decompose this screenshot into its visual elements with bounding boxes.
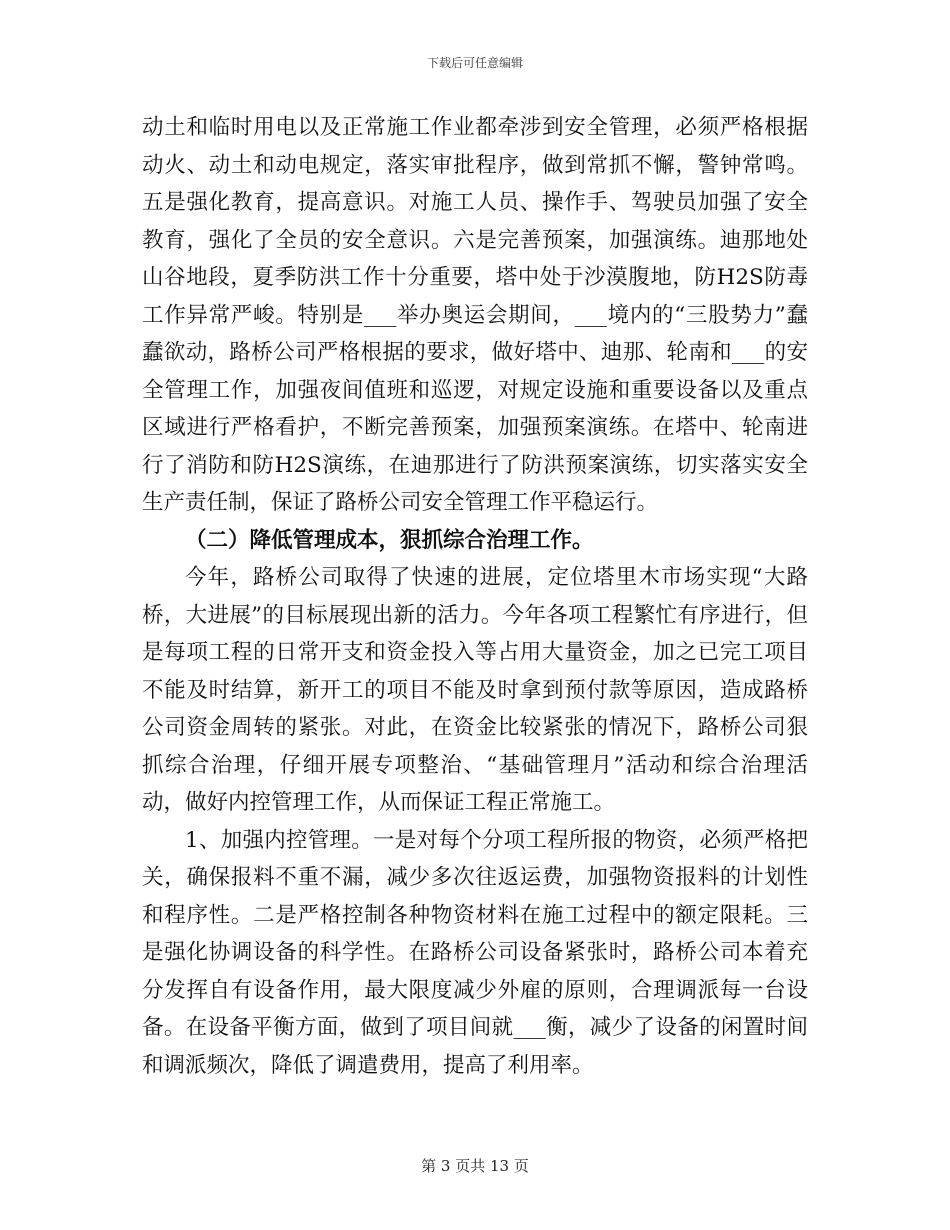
body-paragraph: 动土和临时用电以及正常施工作业都牵涉到安全管理，必须严格根据动火、动土和动电规定，落实审批程序，做到常抓不懈，警钟常鸣。五是强化教育，提高意识。对施工人员、操作手、驾驶员加强了安全教育，强化了全员的安全意识。六是完善预案，加强演练。迪那地处山谷地段，夏季防洪工作十分重要，塔中处于沙漠腹地，防H2S防毒工作异常严峻。特别是___举办奥运会期间，___境内的“三股势力”蠢蠢欲动，路桥公司严格根据的要求，做好塔中、迪那、轮南和___的安全管理工作，加强夜间值班和巡逻，对规定设施和重要设备以及重点区域进行严格看护，不断完善预案，加强预案演练。在塔中、轮南进行了消防和防H2S演练，在迪那进行了防洪预案演练，切实落实安全生产责任制，保证了路桥公司安全管理工作平稳运行。 — [142, 115, 808, 515]
section-heading: （二）降低管理成本，狠抓综合治理工作。 — [185, 527, 594, 553]
body-paragraph: 1、加强内控管理。一是对每个分项工程所报的物资，必须严格把关，确保报料不重不漏，减少多次往返运费，加强物资报料的计划性和程序性。二是严格控制各种物资材料在施工过程中的额定限耗。三是强化协调设备的科学性。在路桥公司设备紧张时，路桥公司本着充分发挥自有设备作用，最大限度减少外雇的原则，合理调派每一台设备。在设备平衡方面，做到了项目间就___衡，减少了设备的闲置时间和调派频次，降低了调遣费用，提高了利用率。 — [142, 827, 808, 1078]
page-number: 第 3 页共 13 页 — [421, 1157, 529, 1175]
body-paragraph: 今年，路桥公司取得了快速的进展，定位塔里木市场实现“大路桥，大进展”的目标展现出新的活力。今年各项工程繁忙有序进行，但是每项工程的日常开支和资金投入等占用大量资金，加之已完工项目不能及时结算，新开工的项目不能及时拿到预付款等原因，造成路桥公司资金周转的紧张。对此，在资金比较紧张的情况下，路桥公司狠抓综合治理，仔细开展专项整治、“基础管理月”活动和综合治理活动，做好内控管理工作，从而保证工程正常施工。 — [142, 565, 808, 815]
page-header: 下载后可任意编辑 — [426, 56, 523, 70]
document-body — [142, 109, 808, 1084]
